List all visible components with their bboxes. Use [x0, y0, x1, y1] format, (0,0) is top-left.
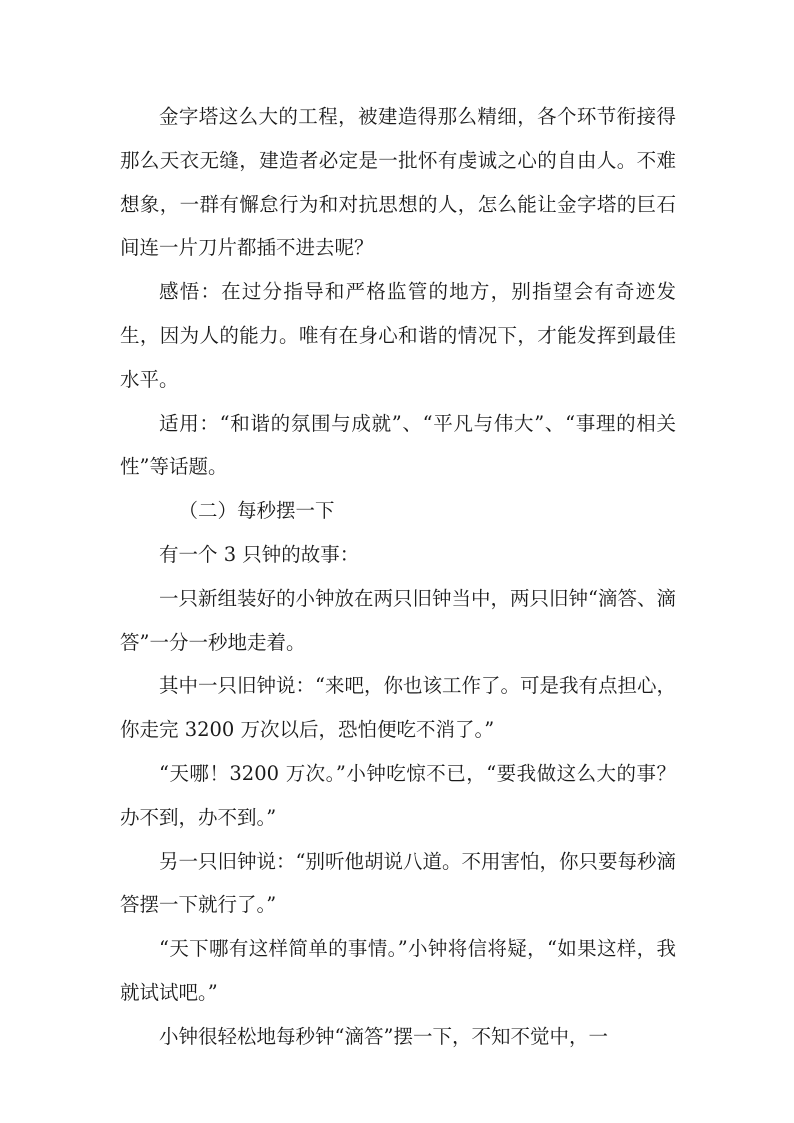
- section-heading: （二）每秒摆一下: [178, 499, 335, 523]
- paragraph-applicable-topics: 适用：“和谐的氛围与成就”、“平凡与伟大”、“事理的相关性”等话题。: [120, 411, 676, 479]
- body-text: [120, 95, 676, 1059]
- paragraph-insight: 感悟：在过分指导和严格监管的地方，别指望会有奇迹发生，因为人的能力。唯有在身心和谐的情况下，才能发挥到最佳水平。: [120, 280, 676, 391]
- paragraph-old-clock-one: 其中一只旧钟说：“来吧，你也该工作了。可是我有点担心，你走完 3200 万次以后，恐怕便吃不消了。”: [120, 674, 676, 742]
- paragraph-story-intro: 有一个 3 只钟的故事：: [159, 542, 360, 566]
- paragraph-small-clock-surprised: “天哪！3200 万次。”小钟吃惊不已，“要我做这么大的事？办不到，办不到。”: [120, 761, 676, 829]
- paragraph-old-clock-two: 另一只旧钟说：“别听他胡说八道。不用害怕，你只要每秒滴答摆一下就行了。”: [120, 849, 676, 917]
- paragraph-pyramid-conclusion: 金字塔这么大的工程，被建造得那么精细，各个环节衔接得那么天衣无缝，建造者必定是一批怀有虔诚之心的自由人。不难想象，一群有懈怠行为和对抗思想的人，怎么能让金字塔的巨石间连一片刀片都插不进去呢？: [120, 105, 676, 260]
- paragraph-small-clock-doubt: “天下哪有这样简单的事情。”小钟将信将疑，“如果这样，我就试试吧。”: [120, 937, 676, 1004]
- paragraph-small-clock-ticking: 小钟很轻松地每秒钟“滴答”摆一下，不知不觉中，一: [159, 1024, 608, 1048]
- paragraph-new-clock: 一只新组装好的小钟放在两只旧钟当中，两只旧钟“滴答、滴答”一分一秒地走着。: [120, 586, 676, 654]
